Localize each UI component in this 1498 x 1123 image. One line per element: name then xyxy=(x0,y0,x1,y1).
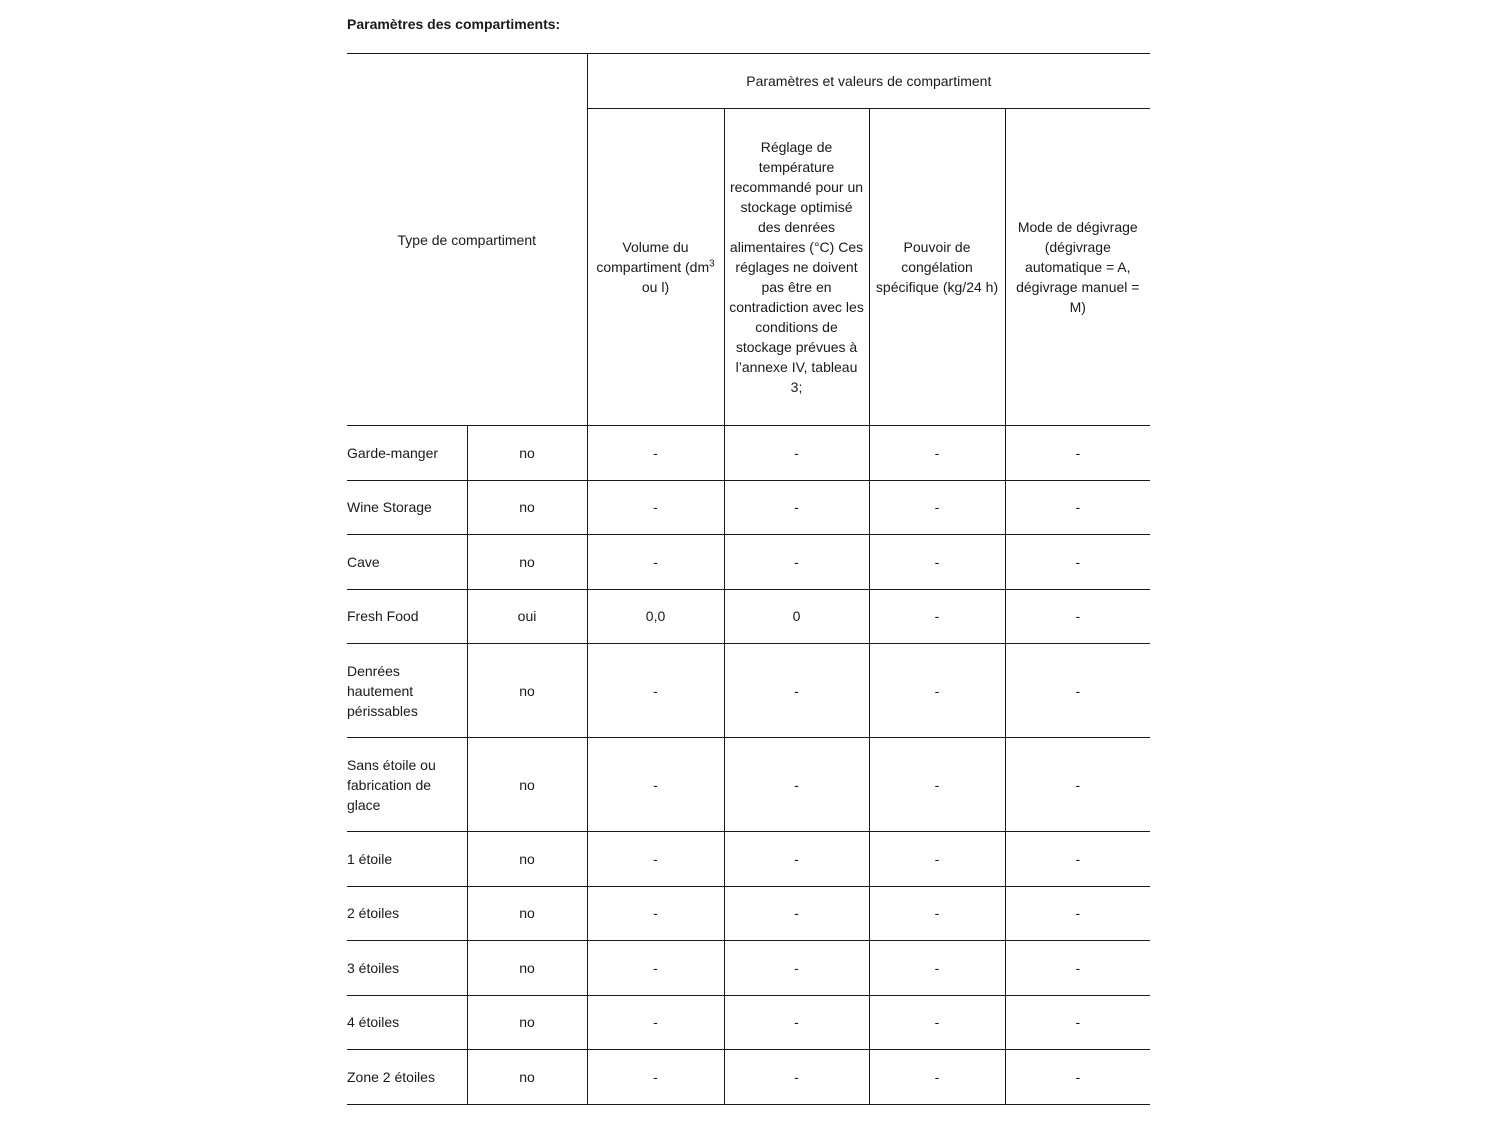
compartment-name: Garde-manger xyxy=(347,426,467,481)
compartment-defrost: - xyxy=(1005,480,1150,535)
compartment-temperature: - xyxy=(724,832,869,887)
compartment-name: 3 étoiles xyxy=(347,941,467,996)
compartment-volume: - xyxy=(587,535,724,590)
compartment-volume: - xyxy=(587,941,724,996)
table-row xyxy=(347,480,1150,535)
compartment-name: Zone 2 étoiles xyxy=(347,1050,467,1105)
compartment-volume: - xyxy=(587,832,724,887)
header-volume-superscript: 3 xyxy=(709,258,715,270)
compartment-freezing: - xyxy=(869,480,1005,535)
compartment-freezing: - xyxy=(869,644,1005,738)
compartment-defrost: - xyxy=(1005,995,1150,1050)
header-volume-text: Volume du compartiment (dm xyxy=(596,239,710,275)
compartment-present: no xyxy=(467,995,587,1050)
compartment-freezing: - xyxy=(869,589,1005,644)
compartment-present: no xyxy=(467,644,587,738)
compartment-name: Fresh Food xyxy=(347,589,467,644)
table-row xyxy=(347,886,1150,941)
compartment-temperature: - xyxy=(724,1050,869,1105)
compartment-volume: - xyxy=(587,738,724,832)
compartment-present: no xyxy=(467,941,587,996)
compartment-volume: - xyxy=(587,995,724,1050)
compartment-freezing: - xyxy=(869,1050,1005,1105)
compartment-present: oui xyxy=(467,589,587,644)
compartment-freezing: - xyxy=(869,426,1005,481)
table-row xyxy=(347,426,1150,481)
compartment-temperature: - xyxy=(724,480,869,535)
compartment-name: Cave xyxy=(347,535,467,590)
compartment-volume: - xyxy=(587,1050,724,1105)
compartment-temperature: - xyxy=(724,886,869,941)
table-row xyxy=(347,995,1150,1050)
header-defrost-mode: Mode de dégivrage (dégivrage automatique = A, dégivrage manuel = M) xyxy=(1005,109,1150,426)
table-row xyxy=(347,535,1150,590)
compartment-temperature: - xyxy=(724,535,869,590)
compartment-volume: - xyxy=(587,480,724,535)
table-row xyxy=(347,832,1150,887)
header-row-group xyxy=(347,54,1150,109)
compartment-name: 1 étoile xyxy=(347,832,467,887)
compartment-temperature: - xyxy=(724,738,869,832)
compartment-temperature: - xyxy=(724,941,869,996)
header-parameters-group: Paramètres et valeurs de compartiment xyxy=(587,54,1150,109)
compartment-present: no xyxy=(467,480,587,535)
compartment-temperature: - xyxy=(724,644,869,738)
compartment-name: Wine Storage xyxy=(347,480,467,535)
compartment-defrost: - xyxy=(1005,886,1150,941)
compartment-defrost: - xyxy=(1005,738,1150,832)
compartment-volume: - xyxy=(587,644,724,738)
compartment-freezing: - xyxy=(869,886,1005,941)
compartment-volume: - xyxy=(587,886,724,941)
table-row xyxy=(347,1050,1150,1105)
compartment-defrost: - xyxy=(1005,644,1150,738)
compartment-volume: - xyxy=(587,426,724,481)
header-compartment-type: Type de compartiment xyxy=(347,54,587,426)
compartment-freezing: - xyxy=(869,941,1005,996)
table-row xyxy=(347,738,1150,832)
header-freezing-capacity: Pouvoir de congélation spécifique (kg/24 h) xyxy=(869,109,1005,426)
compartment-present: no xyxy=(467,886,587,941)
document-title: Paramètres des compartiments: xyxy=(347,16,561,32)
table-row xyxy=(347,941,1150,996)
compartment-defrost: - xyxy=(1005,589,1150,644)
table-row xyxy=(347,644,1150,738)
header-volume xyxy=(587,109,724,426)
header-volume-tail: ou l) xyxy=(641,279,670,295)
compartment-name: 2 étoiles xyxy=(347,886,467,941)
compartment-defrost: - xyxy=(1005,1050,1150,1105)
compartment-name: Denrées hautement périssables xyxy=(347,644,467,738)
compartment-freezing: - xyxy=(869,738,1005,832)
compartment-present: no xyxy=(467,426,587,481)
compartment-temperature: - xyxy=(724,995,869,1050)
compartment-freezing: - xyxy=(869,832,1005,887)
compartment-present: no xyxy=(467,738,587,832)
compartment-present: no xyxy=(467,535,587,590)
compartment-defrost: - xyxy=(1005,535,1150,590)
compartment-defrost: - xyxy=(1005,426,1150,481)
header-temperature: Réglage de température recommandé pour un stockage optimisé des denrées alimentaires (°C) Ces réglages ne doivent pas être en contradiction avec les conditions de stockage prévues à l’annexe IV, tableau 3; xyxy=(724,109,869,426)
compartment-name: Sans étoile ou fabrication de glace xyxy=(347,738,467,832)
compartment-volume: 0,0 xyxy=(587,589,724,644)
compartment-freezing: - xyxy=(869,535,1005,590)
compartment-parameters-table xyxy=(347,53,1150,1105)
compartment-temperature: - xyxy=(724,426,869,481)
table-row xyxy=(347,589,1150,644)
compartment-present: no xyxy=(467,1050,587,1105)
compartment-present: no xyxy=(467,832,587,887)
compartment-defrost: - xyxy=(1005,832,1150,887)
compartment-defrost: - xyxy=(1005,941,1150,996)
compartment-name: 4 étoiles xyxy=(347,995,467,1050)
compartment-temperature: 0 xyxy=(724,589,869,644)
compartment-freezing: - xyxy=(869,995,1005,1050)
